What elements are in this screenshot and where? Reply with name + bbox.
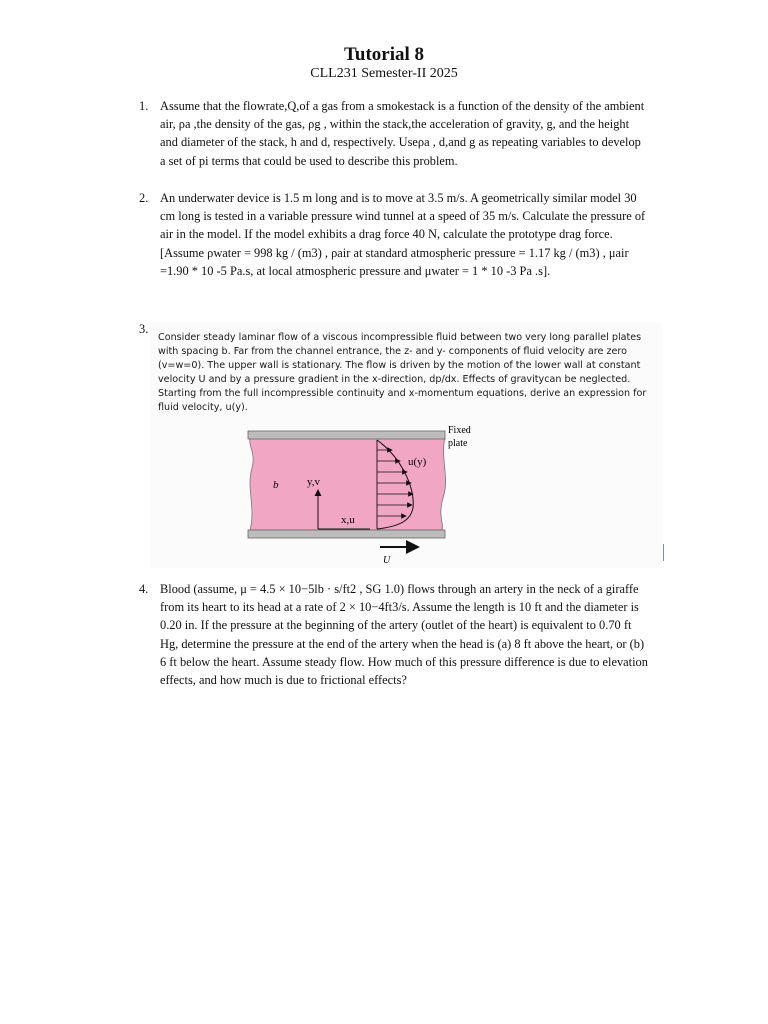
- label-plate: plate: [448, 438, 468, 449]
- label-xu: x,u: [341, 514, 355, 526]
- question-3-text: Consider steady laminar flow of a viscous incompressible fluid between two very long parallel plates with spacing b. Far from the channel entrance, the z- and y- components of fluid velocity are zero (v=w=0). The upper wall is stationary. The flow is driven by the motion of the lower wall at constant velocity U and by a pressure gradient in the x-direction, dp/dx. Effects of gravitycan be neglected. Starting from the full incompressible continuity and x-momentum equations, derive an expression for fluid velocity, u(y).: [158, 332, 647, 414]
- scan-edge-mark: [663, 544, 664, 561]
- question-number: 4.: [139, 582, 149, 596]
- question-text: An underwater device is 1.5 m long and is to move at 3.5 m/s. A geometrically similar model 30 cm long is tested in a variable pressure wind tunnel at a speed of 35 m/s. Calculate the pressure of air in the model. If the model exhibits a drag force 40 N, calculate the prototype drag force. [Assume ρwater = 998 kg / (m3) , ρair at standard atmospheric pressure = 1.17 kg / (m3) , μair =1.90 * 10 -5 Pa.s, at local atmospheric pressure and μwater = 1 * 10 -3 Pa .s].: [160, 191, 646, 278]
- channel-flow-figure: [240, 418, 490, 568]
- page-title: Tutorial 8: [343, 44, 425, 65]
- question-text: Assume that the flowrate,Q,of a gas from a smokestack is a function of the density of the ambient air, ρa ,the density of the gas, ρg , within the stack,the acceleration of gravity, g, and the height and diameter of the stack, h and d, respectively. Useρa , d,and g as repeating variables to develop a set of pi terms that could be used to describe this problem.: [160, 99, 645, 168]
- question-4: [139, 580, 649, 689]
- lower-moving-plate: [248, 530, 445, 538]
- label-U: U: [383, 555, 391, 566]
- question-2: [139, 189, 649, 280]
- upper-fixed-plate: [248, 431, 445, 439]
- page-subtitle: CLL231 Semester-II 2025: [310, 66, 458, 81]
- question-1: [139, 97, 649, 170]
- question-number: 2.: [139, 191, 149, 205]
- label-u-y: u(y): [408, 456, 427, 468]
- question-number: 3.: [139, 322, 149, 336]
- question-number: 1.: [139, 99, 149, 113]
- label-b: b: [273, 479, 279, 491]
- label-fixed: Fixed: [448, 425, 471, 436]
- question-text: Blood (assume, μ = 4.5 × 10−5lb · s/ft2 , SG 1.0) flows through an artery in the neck of a giraffe from its heart to its head at a rate of 2 × 10−4ft3/s. Assume the length is 10 ft and the diameter is 0.20 in. If the pressure at the beginning of the artery (outlet of the heart) is equivalent to 0.70 ft Hg, determine the pressure at the end of the artery when the head is (a) 8 ft above the heart, or (b) 6 ft below the heart. Assume steady flow. How much of this pressure difference is due to elevation effects, and how much is due to frictional effects?: [160, 582, 648, 688]
- label-yv: y,v: [307, 476, 321, 488]
